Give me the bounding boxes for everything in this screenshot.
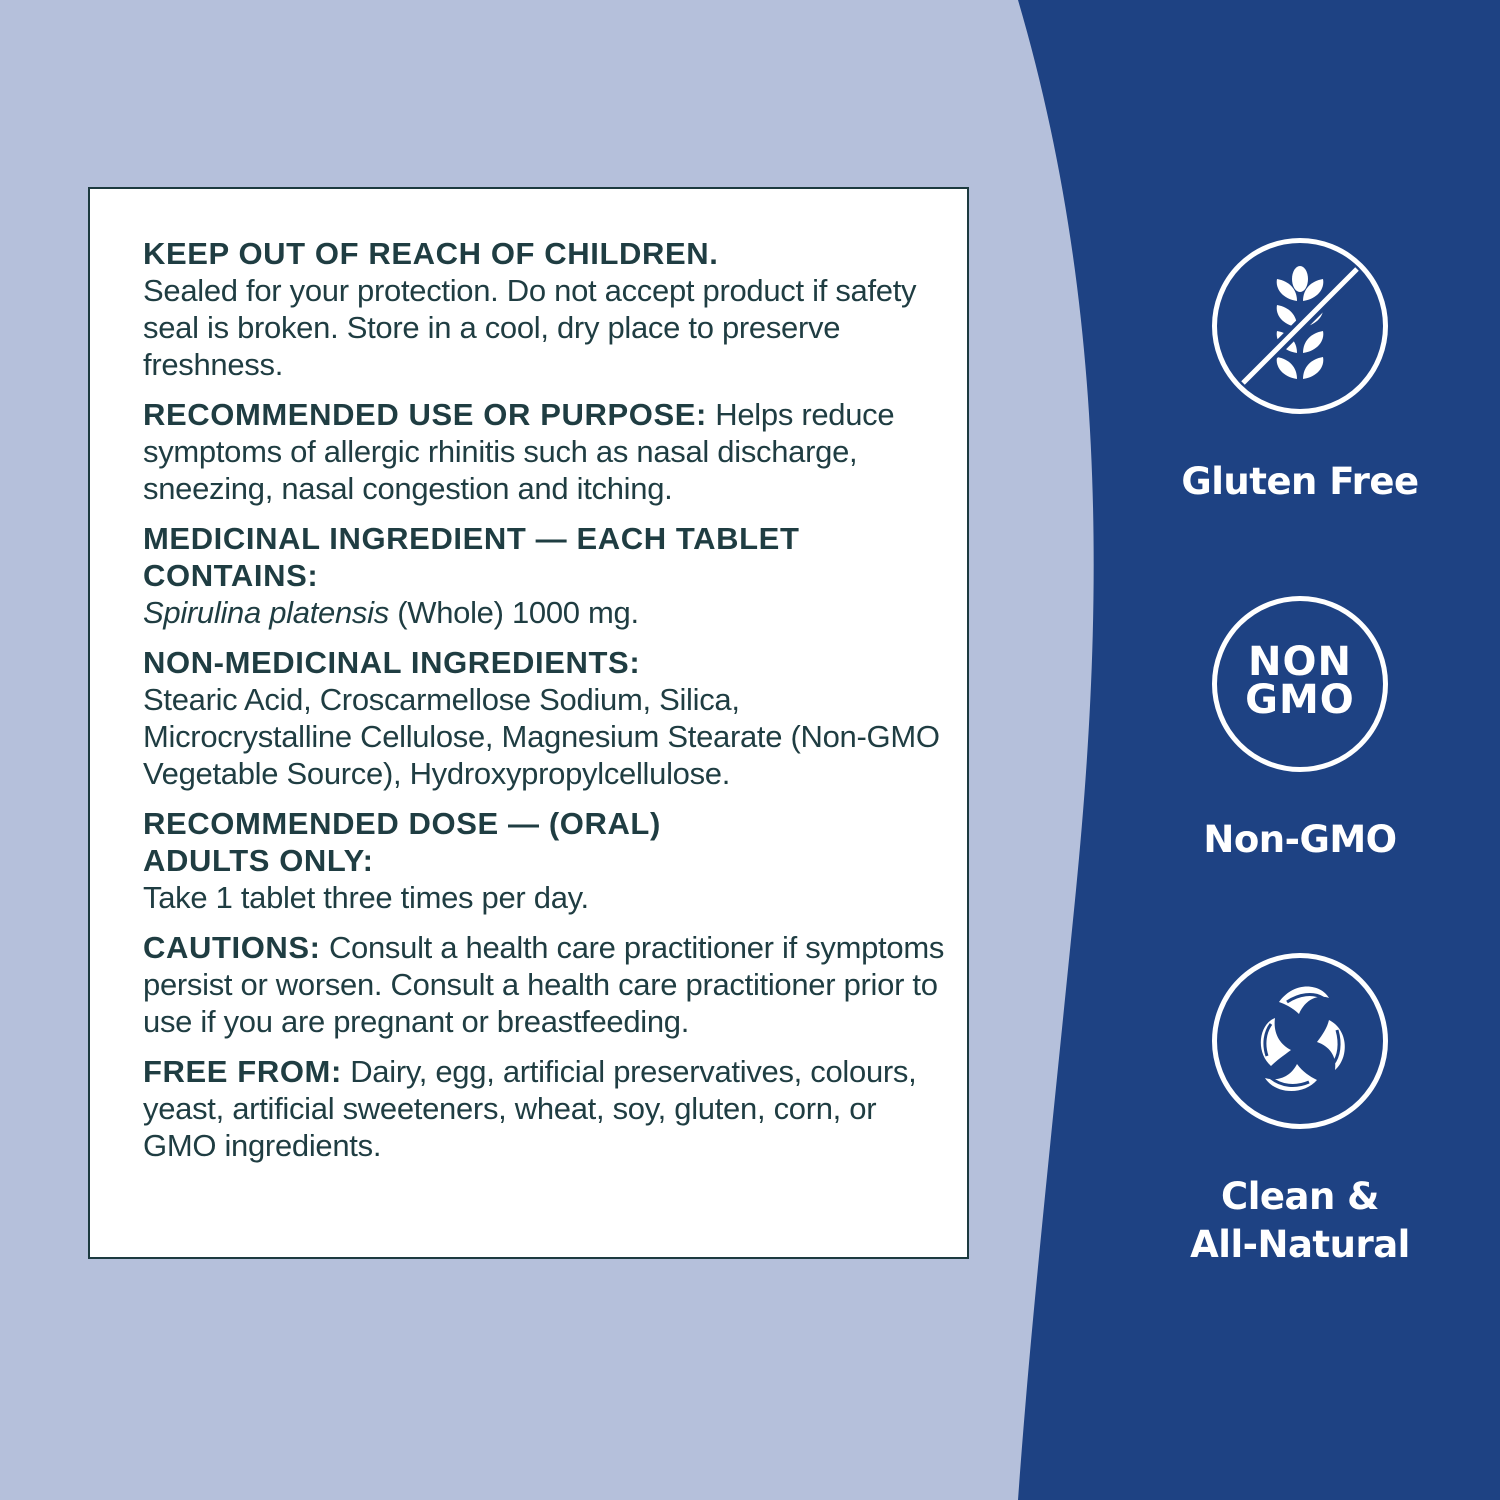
label-section-warning (143, 235, 947, 383)
section-body: Stearic Acid, Croscarmellose Sodium, Silica, Microcrystalline Cellulose, Magnesium Stearate (Non-GMO Vegetable Source), Hydroxypropylcellulose. (143, 682, 940, 791)
section-body: Dairy, egg, artificial preservatives, colours, yeast, artificial sweeteners, wheat, soy, gluten, corn, or GMO ingredients. (143, 1054, 917, 1163)
label-section-recommended-use (143, 396, 947, 507)
crossed-wheat-icon (1212, 238, 1388, 414)
label-section-medicinal-ingredient (143, 520, 947, 631)
section-body: (Whole) 1000 mg. (397, 595, 639, 630)
badge-label: Non-GMO (1203, 818, 1397, 861)
section-heading: RECOMMENDED DOSE — (ORAL) ADULTS ONLY: (143, 806, 661, 878)
product-label-card (88, 187, 969, 1259)
section-body: Consult a health care practitioner if symptoms persist or worsen. Consult a health care practitioner prior to use if you are pregnant or breastfeeding. (143, 930, 945, 1039)
gluten-free-badge (1170, 238, 1430, 506)
label-section-free-from (143, 1053, 947, 1164)
leaf-cycle-icon (1212, 953, 1388, 1129)
clean-natural-badge (1170, 953, 1430, 1269)
section-heading: CAUTIONS: (143, 930, 321, 965)
label-section-cautions (143, 929, 947, 1040)
section-heading: RECOMMENDED USE OR PURPOSE: (143, 397, 707, 432)
section-body: Sealed for your protection. Do not accept product if safety seal is broken. Store in a cool, dry place to preserve freshness. (143, 273, 917, 382)
section-heading: FREE FROM: (143, 1054, 342, 1089)
non-gmo-badge (1170, 596, 1430, 864)
label-section-non-medicinal-ingredients (143, 644, 947, 792)
section-heading: KEEP OUT OF REACH OF CHILDREN. (143, 236, 719, 271)
scientific-name: Spirulina platensis (143, 595, 389, 630)
label-section-recommended-dose (143, 805, 947, 916)
badge-label: Gluten Free (1181, 460, 1419, 503)
non-gmo-icon (1212, 596, 1388, 772)
section-body: Take 1 tablet three times per day. (143, 880, 589, 915)
section-body: Helps reduce symptoms of allergic rhinitis such as nasal discharge, sneezing, nasal congestion and itching. (143, 397, 895, 506)
section-heading: MEDICINAL INGREDIENT — EACH TABLET CONTAINS: (143, 521, 800, 593)
badge-label: Clean & All-Natural (1190, 1175, 1410, 1266)
section-heading: NON-MEDICINAL INGREDIENTS: (143, 645, 641, 680)
non-gmo-icon-text: NON GMO (1245, 639, 1355, 723)
